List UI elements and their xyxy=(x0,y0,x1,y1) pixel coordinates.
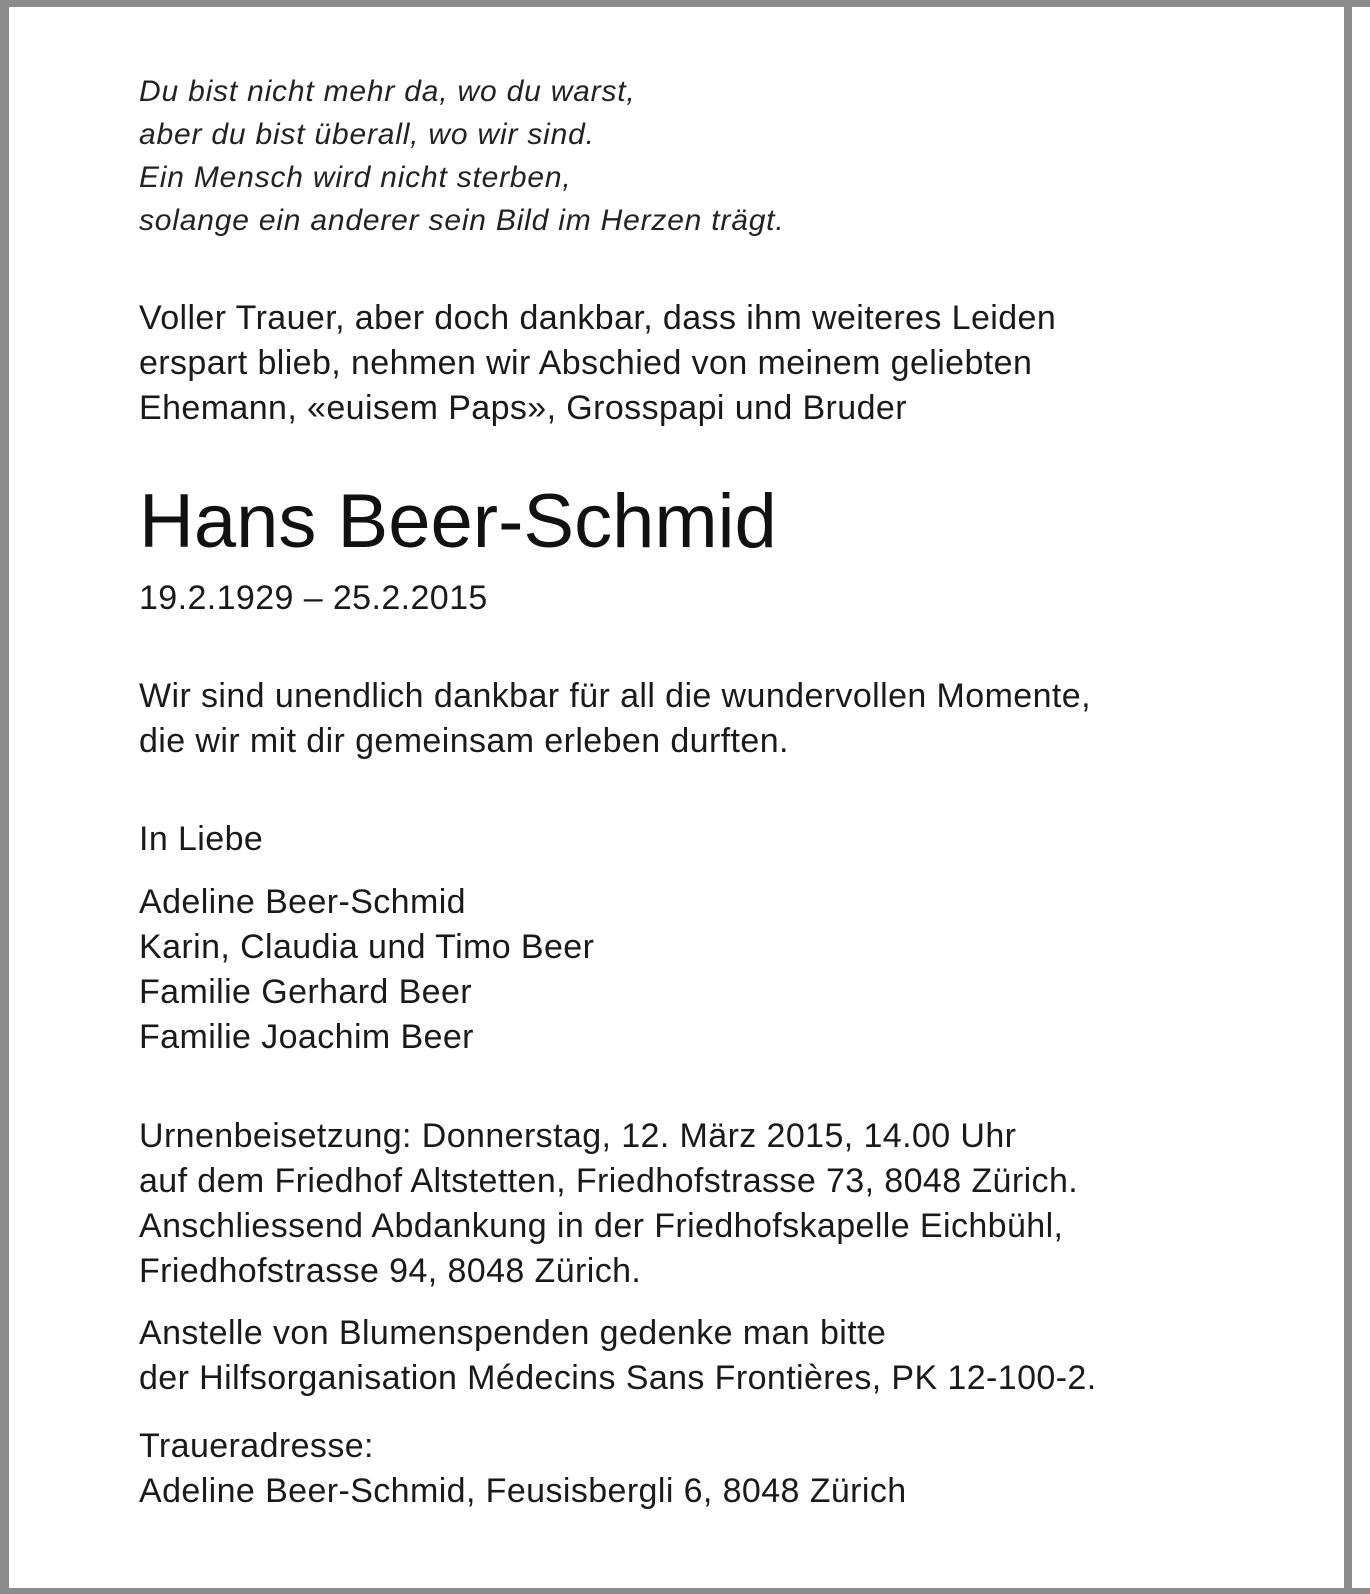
mourner-name: Familie Joachim Beer xyxy=(139,1018,474,1056)
poem-line: aber du bist überall, wo wir sind. xyxy=(139,118,595,151)
intro-line: erspart blieb, nehmen wir Abschied von meinem geliebten xyxy=(139,344,1033,382)
ceremony-line: Friedhofstrasse 94, 8048 Zürich. xyxy=(139,1252,642,1290)
ceremony-line: Urnenbeisetzung: Donnerstag, 12. März 2015, 14.00 Uhr xyxy=(139,1117,1017,1155)
mourning-address: Adeline Beer-Schmid, Feusisbergli 6, 8048 Zürich xyxy=(139,1472,907,1510)
gratitude-line: Wir sind unendlich dankbar für all die wundervollen Momente, xyxy=(139,677,1091,715)
intro-line: Voller Trauer, aber doch dankbar, dass ihm weiteres Leiden xyxy=(139,299,1057,337)
donation-line: der Hilfsorganisation Médecins Sans Frontières, PK 12-100-2. xyxy=(139,1359,1097,1397)
poem-line: solange ein anderer sein Bild im Herzen trägt. xyxy=(139,204,785,237)
poem-line: Du bist nicht mehr da, wo du warst, xyxy=(139,75,636,108)
poem-line: Ein Mensch wird nicht sterben, xyxy=(139,161,572,194)
mourner-name: Familie Gerhard Beer xyxy=(139,973,473,1011)
gratitude-line: die wir mit dir gemeinsam erleben durften. xyxy=(139,722,789,760)
intro-line: Ehemann, «euisem Paps», Grosspapi und Bruder xyxy=(139,389,907,427)
mourning-address-label: Traueradresse: xyxy=(139,1427,374,1465)
ceremony-line: Anschliessend Abdankung in der Friedhofskapelle Eichbühl, xyxy=(139,1207,1064,1245)
donation-line: Anstelle von Blumenspenden gedenke man bitte xyxy=(139,1314,887,1352)
ceremony-line: auf dem Friedhof Altstetten, Friedhofstrasse 73, 8048 Zürich. xyxy=(139,1162,1079,1200)
life-dates: 19.2.1929 – 25.2.2015 xyxy=(139,579,488,617)
deceased-name: Hans Beer-Schmid xyxy=(139,479,777,564)
mourner-name: Adeline Beer-Schmid xyxy=(139,883,466,921)
closing-greeting: In Liebe xyxy=(139,820,264,858)
mourner-name: Karin, Claudia und Timo Beer xyxy=(139,928,595,966)
